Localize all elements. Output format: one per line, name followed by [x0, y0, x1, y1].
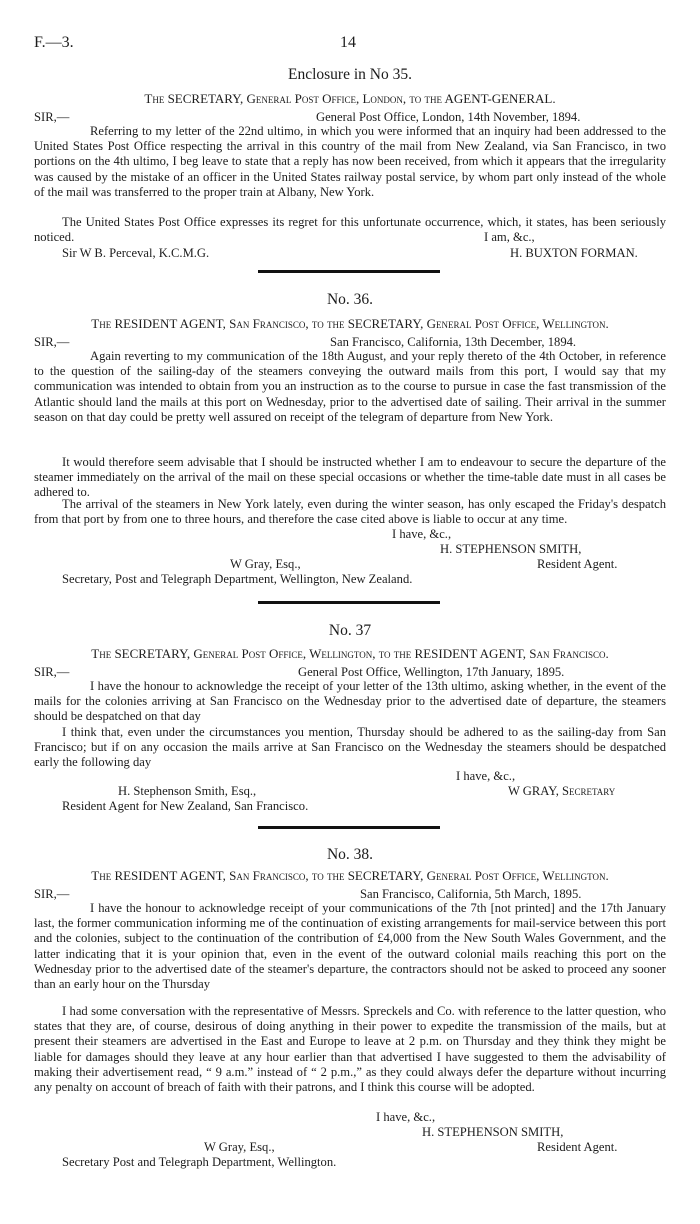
no-37-addressee: H. Stephenson Smith, Esq.,	[118, 784, 257, 798]
no-36-signature: H. STEPHENSON SMITH,	[440, 542, 582, 556]
no-36-closing: I have, &c.,	[388, 527, 451, 542]
document-reference: F.—3.	[34, 34, 74, 51]
enclosure-35-signature: H. BUXTON FORMAN.	[510, 246, 638, 260]
enclosure-35-dateline: General Post Office, London, 14th November, 1894.	[316, 110, 581, 124]
no-37-salutation: SIR,—	[34, 665, 70, 679]
no-37-addressee-title: Resident Agent for New Zealand, San Francisco.	[62, 799, 309, 813]
no-36-paragraph-1: Again reverting to my communication of the 18th August, and your reply thereto of the 4th October, in reference to the question of the sailing-day of the steamers conveying the outward mails from this port, I would say that my communication was intended to obtain from you an instruction as to the course to pursue in case the fast transmission of the Atlantic should land the mails at this port on Wednesday, prior to the advertised date of sailing. Their arrival in the summer season on that day could be pretty well assured on receipt of the telegram of departure from New York.	[34, 349, 666, 424]
no-36-salutation: SIR,—	[34, 335, 70, 349]
section-divider	[258, 601, 440, 604]
no-36-addressee-title: Secretary, Post and Telegraph Department, Wellington, New Zealand.	[62, 572, 413, 586]
no-37-dateline: General Post Office, Wellington, 17th January, 1895.	[298, 665, 565, 679]
no-38-closing: I have, &c.,	[372, 1110, 435, 1125]
no-36-signature-title: Resident Agent.	[537, 557, 618, 571]
no-37-title: No. 37	[328, 622, 372, 639]
no-36-addressee: W Gray, Esq.,	[230, 557, 301, 571]
no-36-from-to: The RESIDENT AGENT, San Francisco, to the SECRETARY, General Post Office, Wellington.	[91, 316, 609, 331]
no-38-paragraph-1: I have the honour to acknowledge receipt of your communications of the 7th [not printed] and the 17th January last, the former communication informing me of the continuation of existing arrangements for mail-service between this port and the colonies, subject to the continuation of the contribution of £4,000 from the New South Wales Government, and the latter indicating that it is your opinion that, even in the event of the outward colonial mails reaching this port on the Wednesday prior to the advertised date of the steamer's departure, the contractors should not be asked to proceed any sooner than an early hour on the Thursday	[34, 901, 666, 992]
no-36-dateline: San Francisco, California, 13th December, 1894.	[330, 335, 577, 349]
section-divider	[258, 270, 440, 273]
no-38-signature: H. STEPHENSON SMITH,	[422, 1125, 564, 1139]
no-37-paragraph-1: I have the honour to acknowledge the receipt of your letter of the 13th ultimo, asking whether, in the event of the mails for the colonies arriving at San Francisco on the Wednesday prior to the advertised date of departure, the steamers should be despatched on that day	[34, 679, 666, 724]
no-37-paragraph-2: I think that, even under the circumstances you mention, Thursday should be adhered to as the sailing-day from San Francisco; but if on any occasion the mails arrive at San Francisco on the Wednesday the steamers should be despatched early the following day	[34, 725, 666, 770]
enclosure-35-from-to: The SECRETARY, General Post Office, London, to the AGENT-GENERAL.	[144, 91, 556, 106]
enclosure-35-title: Enclosure in No 35.	[288, 66, 412, 83]
no-38-paragraph-2: I had some conversation with the representative of Messrs. Spreckels and Co. with reference to the latter question, who states that they are, of course, desirous of doing anything in their power to expedite the transmission of the mails, but at present their steamers are advertised in the East and Europe to leave at 2 p.m. on Thursday and they think they might be liable for damages should they leave at any hour earlier than that advertised I have suggested to them the advisability of making their advertisement read, “ 9 a.m.” instead of “ 2 p.m.,” as they could always defer the departure without incurring any penalty on account of breach of faith with their patrons, and I think this course will be adopted.	[34, 1004, 666, 1095]
enclosure-35-salutation: SIR,—	[34, 110, 70, 124]
page-number: 14	[340, 34, 356, 51]
no-37-signature: W GRAY, Secretary	[508, 784, 616, 798]
no-38-signature-title: Resident Agent.	[537, 1140, 618, 1154]
section-divider	[258, 826, 440, 829]
enclosure-35-paragraph-2: The United States Post Office expresses its regret for this unfortunate occurrence, which, it states, has been seriously noticed.	[34, 215, 666, 245]
no-37-from-to: The SECRETARY, General Post Office, Wellington, to the RESIDENT AGENT, San Francisco.	[91, 646, 609, 661]
no-36-paragraph-3: The arrival of the steamers in New York lately, even during the winter season, has only escaped the Friday's despatch from that port by from one to three hours, and therefore the case cited above is liable to occur at any time.	[34, 497, 666, 527]
no-38-from-to: The RESIDENT AGENT, San Francisco, to the SECRETARY, General Post Office, Wellington.	[91, 868, 609, 883]
no-38-title: No. 38.	[326, 846, 374, 863]
no-38-addressee: W Gray, Esq.,	[204, 1140, 275, 1154]
enclosure-35-addressee: Sir W B. Perceval, K.C.M.G.	[62, 246, 210, 260]
enclosure-35-closing: I am, &c.,	[480, 230, 535, 245]
no-37-closing: I have, &c.,	[456, 769, 516, 783]
no-36-paragraph-2: It would therefore seem advisable that I should be instructed whether I am to endeavour to secure the departure of the steamer immediately on the arrival of the mail on these special occasions or whether the time-table date must in all cases be adhered to.	[34, 455, 666, 500]
no-38-salutation: SIR,—	[34, 887, 70, 901]
no-38-addressee-title: Secretary Post and Telegraph Department, Wellington.	[62, 1155, 337, 1169]
enclosure-35-paragraph-1: Referring to my letter of the 22nd ultimo, in which you were informed that an inquiry had been addressed to the United States Post Office respecting the arrival in this country of the mail from New Zealand, via San Francisco, in two portions on the 4th ultimo, I beg leave to state that a reply has now been received, from which it appears that the irregularity was caused by the mistake of an officer in the United States railway postal service, by whom part only instead of the whole of the mail was transferred to the proper train at Albany, New York.	[34, 124, 666, 199]
no-38-dateline: San Francisco, California, 5th March, 1895.	[360, 887, 582, 901]
no-36-title: No. 36.	[326, 291, 374, 308]
